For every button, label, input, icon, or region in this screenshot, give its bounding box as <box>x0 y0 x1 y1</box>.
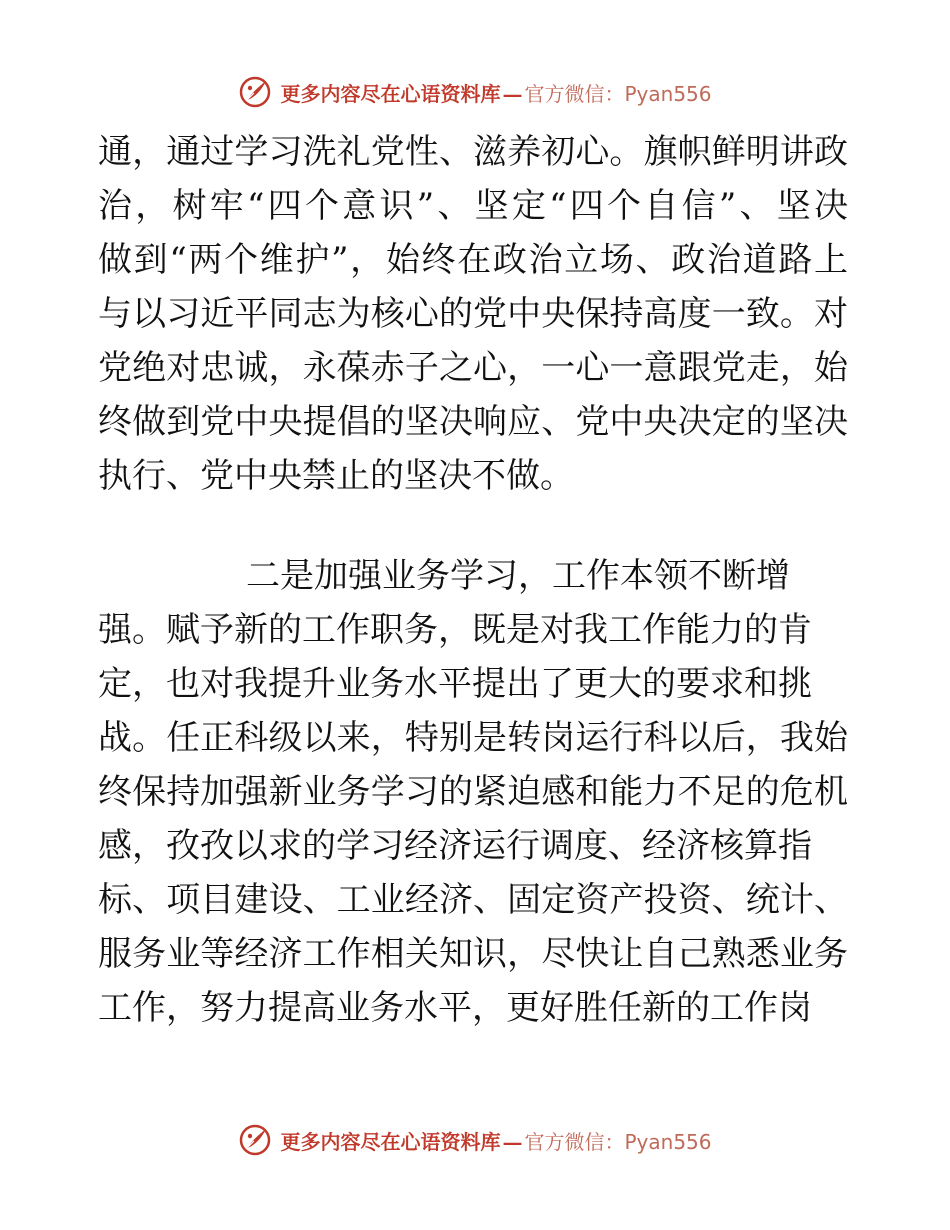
watermark-text <box>280 1126 711 1155</box>
watermark-library-name: 更多内容尽在心语资料库 <box>280 1129 501 1154</box>
watermark-wechat-label: 官方微信： <box>524 1129 625 1154</box>
text-line: 定，也对我提升业务水平提出了更大的要求和挑 <box>98 664 812 704</box>
text-line: 终保持加强新业务学习的紧迫感和能力不足的危机 <box>98 772 848 812</box>
text-line: 感，孜孜以求的学习经济运行调度、经济核算指 <box>98 826 812 866</box>
watermark-library-name: 更多内容尽在心语资料库 <box>280 81 501 106</box>
watermark-wechat-id: Pyan556 <box>624 1129 712 1154</box>
watermark-text <box>280 78 711 107</box>
watermark-wechat-label: 官方微信： <box>524 81 625 106</box>
watermark-wechat-id: Pyan556 <box>624 81 712 106</box>
text-line: 通，通过学习洗礼党性、滋养初心。旗帜鲜明讲政 <box>98 132 848 172</box>
text-line: 与以习近平同志为核心的党中央保持高度一致。对 <box>98 294 848 334</box>
paragraph-1 <box>98 125 848 503</box>
feather-pen-circle-icon <box>238 1123 272 1157</box>
text-line: 党绝对忠诚，永葆赤子之心，一心一意跟党走，始 <box>98 348 848 388</box>
text-line: 服务业等经济工作相关知识，尽快让自己熟悉业务 <box>98 934 848 974</box>
feather-pen-circle-icon <box>238 75 272 109</box>
paragraph-2 <box>98 549 848 1035</box>
paragraph-gap <box>98 503 848 549</box>
text-line: 终做到党中央提倡的坚决响应、党中央决定的坚决 <box>98 402 848 442</box>
text-line: 工作，努力提高业务水平，更好胜任新的工作岗 <box>98 988 812 1028</box>
text-line: 治，树牢“四个意识”、坚定“四个自信”、坚决 <box>98 186 848 226</box>
text-line: 强。赋予新的工作职务，既是对我工作能力的肯 <box>98 610 812 650</box>
text-line: 标、项目建设、工业经济、固定资产投资、统计、 <box>98 880 848 920</box>
watermark-footer <box>0 1118 950 1162</box>
text-line: 战。任正科级以来，特别是转岗运行科以后，我始 <box>98 718 848 758</box>
text-line: 做到“两个维护”，始终在政治立场、政治道路上 <box>98 240 848 280</box>
paragraph-heading-line: 二是加强业务学习，工作本领不断增 <box>246 556 790 596</box>
watermark-dash: — <box>502 81 523 106</box>
text-line: 执行、党中央禁止的坚决不做。 <box>98 456 574 496</box>
document-body <box>98 125 848 1035</box>
watermark-dash: — <box>502 1129 523 1154</box>
watermark-header <box>0 70 950 114</box>
